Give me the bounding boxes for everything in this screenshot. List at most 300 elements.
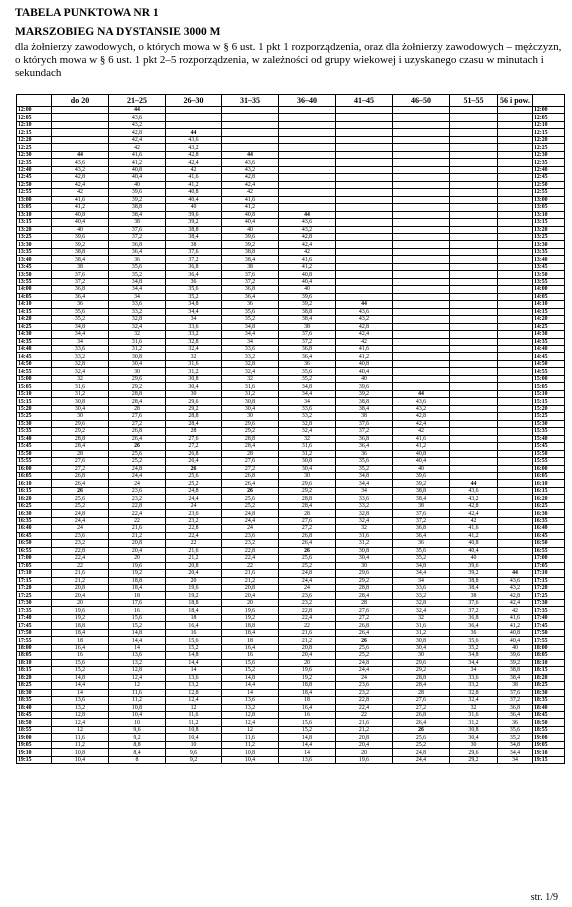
points-cell: 43,2 xyxy=(109,121,166,128)
points-cell xyxy=(279,189,336,196)
points-cell: 20,8 xyxy=(109,540,166,547)
points-cell xyxy=(450,196,498,203)
points-cell xyxy=(393,181,450,188)
points-cell: 20,4 xyxy=(336,741,393,748)
points-cell: 28,4 xyxy=(109,398,166,405)
points-cell xyxy=(393,375,450,382)
points-cell: 38,8 xyxy=(279,308,336,315)
points-cell: 20,8 xyxy=(279,644,336,651)
points-cell xyxy=(393,331,450,338)
points-cell: 32,8 xyxy=(166,338,222,345)
time-cell: 13:00 xyxy=(533,196,565,203)
points-cell xyxy=(498,562,533,569)
points-cell: 32 xyxy=(450,704,498,711)
points-cell xyxy=(336,256,393,263)
points-cell xyxy=(450,204,498,211)
points-cell: 37,2 xyxy=(498,697,533,704)
table-row xyxy=(17,555,565,562)
points-cell: 13,2 xyxy=(109,659,166,666)
points-cell xyxy=(498,555,533,562)
points-cell xyxy=(393,368,450,375)
table-row xyxy=(17,323,565,330)
points-cell: 13,6 xyxy=(222,697,279,704)
points-cell: 41,2 xyxy=(52,204,109,211)
points-cell: 42 xyxy=(52,189,109,196)
points-cell: 32,4 xyxy=(450,697,498,704)
points-cell: 42,8 xyxy=(336,323,393,330)
points-cell: 43,2 xyxy=(336,316,393,323)
points-cell xyxy=(498,144,533,151)
time-cell: 15:30 xyxy=(533,420,565,427)
time-cell: 16:20 xyxy=(17,495,52,502)
points-cell: 22 xyxy=(166,540,222,547)
points-cell: 25,2 xyxy=(109,458,166,465)
points-cell: 38,4 xyxy=(109,211,166,218)
points-cell: 20 xyxy=(336,749,393,756)
time-cell: 14:20 xyxy=(533,316,565,323)
points-cell: 41,2 xyxy=(450,532,498,539)
points-cell: 14 xyxy=(166,667,222,674)
points-cell xyxy=(336,263,393,270)
points-cell xyxy=(498,465,533,472)
time-cell: 12:15 xyxy=(533,129,565,136)
time-cell: 14:45 xyxy=(17,353,52,360)
points-cell: 41,2 xyxy=(109,159,166,166)
points-cell: 22,4 xyxy=(336,704,393,711)
time-cell: 12:25 xyxy=(533,144,565,151)
points-cell: 30 xyxy=(166,390,222,397)
points-cell: 29,6 xyxy=(222,420,279,427)
points-cell: 23,6 xyxy=(222,532,279,539)
points-cell: 25,2 xyxy=(393,741,450,748)
points-cell: 31,2 xyxy=(166,368,222,375)
points-cell xyxy=(450,383,498,390)
table-row xyxy=(17,301,565,308)
points-cell xyxy=(450,166,498,173)
time-cell: 17:45 xyxy=(533,622,565,629)
table-row xyxy=(17,308,565,315)
points-cell: 27,6 xyxy=(336,607,393,614)
points-cell: 10,8 xyxy=(166,726,222,733)
points-cell xyxy=(166,121,222,128)
points-cell: 26 xyxy=(52,487,109,494)
points-cell xyxy=(498,331,533,338)
points-cell xyxy=(498,458,533,465)
table-row xyxy=(17,136,565,143)
time-cell: 12:40 xyxy=(17,166,52,173)
time-cell: 19:05 xyxy=(17,741,52,748)
points-cell: 28,4 xyxy=(393,682,450,689)
points-cell: 22,4 xyxy=(222,555,279,562)
time-cell: 17:10 xyxy=(533,570,565,577)
points-cell: 38 xyxy=(109,219,166,226)
points-cell: 30 xyxy=(450,741,498,748)
time-cell: 12:45 xyxy=(17,174,52,181)
points-cell xyxy=(498,196,533,203)
points-cell: 34,8 xyxy=(393,562,450,569)
time-cell: 13:05 xyxy=(17,204,52,211)
points-cell: 16 xyxy=(222,652,279,659)
time-cell: 15:55 xyxy=(17,458,52,465)
points-cell xyxy=(393,278,450,285)
points-cell: 24 xyxy=(222,525,279,532)
points-cell: 41,2 xyxy=(393,443,450,450)
points-cell: 30 xyxy=(279,472,336,479)
points-cell xyxy=(279,114,336,121)
points-cell: 29,2 xyxy=(222,428,279,435)
table-row xyxy=(17,286,565,293)
time-cell: 18:00 xyxy=(533,644,565,651)
time-cell: 16:55 xyxy=(17,547,52,554)
points-cell: 22,8 xyxy=(52,547,109,554)
time-cell: 17:05 xyxy=(533,562,565,569)
points-cell: 31,6 xyxy=(109,338,166,345)
points-cell: 21,6 xyxy=(52,570,109,577)
time-cell: 16:10 xyxy=(17,480,52,487)
table-row xyxy=(17,697,565,704)
points-cell: 22,8 xyxy=(166,525,222,532)
points-cell: 20,4 xyxy=(166,570,222,577)
points-cell: 24 xyxy=(166,502,222,509)
points-cell: 9,2 xyxy=(109,734,166,741)
points-cell: 29,2 xyxy=(393,667,450,674)
points-cell: 38,4 xyxy=(222,256,279,263)
points-cell: 18,4 xyxy=(222,629,279,636)
time-cell: 14:50 xyxy=(533,360,565,367)
table-row xyxy=(17,189,565,196)
points-cell: 42,8 xyxy=(166,151,222,158)
points-cell xyxy=(450,219,498,226)
table-row xyxy=(17,450,565,457)
points-cell: 42,4 xyxy=(166,159,222,166)
points-cell: 42 xyxy=(393,428,450,435)
points-cell xyxy=(498,174,533,181)
table-row xyxy=(17,547,565,554)
points-cell xyxy=(450,181,498,188)
points-cell xyxy=(393,293,450,300)
table-row xyxy=(17,607,565,614)
time-cell: 16:50 xyxy=(17,540,52,547)
time-cell: 18:15 xyxy=(17,667,52,674)
points-cell xyxy=(393,233,450,240)
table-row xyxy=(17,540,565,547)
points-cell: 20,8 xyxy=(222,585,279,592)
table-row xyxy=(17,741,565,748)
points-cell xyxy=(498,390,533,397)
points-cell xyxy=(450,159,498,166)
points-cell: 24,4 xyxy=(336,667,393,674)
table-row xyxy=(17,219,565,226)
time-cell: 16:55 xyxy=(533,547,565,554)
time-cell: 13:35 xyxy=(533,248,565,255)
points-cell: 11,2 xyxy=(166,719,222,726)
points-cell: 10,4 xyxy=(52,756,109,763)
points-cell: 42,8 xyxy=(498,592,533,599)
points-cell: 22,4 xyxy=(166,532,222,539)
points-cell: 38,8 xyxy=(498,667,533,674)
points-cell: 11,6 xyxy=(166,711,222,718)
points-cell: 24,8 xyxy=(109,465,166,472)
points-cell xyxy=(450,405,498,412)
points-cell: 42,8 xyxy=(279,233,336,240)
points-cell xyxy=(393,144,450,151)
column-header: 46–50 xyxy=(393,95,450,107)
points-cell: 32,4 xyxy=(336,517,393,524)
points-cell: 42,8 xyxy=(222,174,279,181)
points-cell: 39,2 xyxy=(222,241,279,248)
points-cell: 28 xyxy=(166,428,222,435)
points-cell: 35,2 xyxy=(393,555,450,562)
points-cell: 34 xyxy=(393,577,450,584)
table-row xyxy=(17,711,565,718)
table-row xyxy=(17,614,565,621)
points-cell: 26,8 xyxy=(393,711,450,718)
points-cell: 38,8 xyxy=(450,577,498,584)
points-cell: 33,6 xyxy=(52,346,109,353)
table-row xyxy=(17,114,565,121)
time-cell: 17:10 xyxy=(17,570,52,577)
points-cell: 41,6 xyxy=(52,196,109,203)
points-cell: 42 xyxy=(279,248,336,255)
points-cell: 40,4 xyxy=(222,219,279,226)
points-cell xyxy=(450,360,498,367)
points-cell: 36 xyxy=(279,360,336,367)
points-cell: 18 xyxy=(279,697,336,704)
table-row xyxy=(17,435,565,442)
points-cell: 39,2 xyxy=(498,659,533,666)
points-cell xyxy=(52,121,109,128)
points-cell xyxy=(393,189,450,196)
points-cell xyxy=(393,114,450,121)
points-cell: 39,2 xyxy=(166,219,222,226)
points-cell: 42,4 xyxy=(498,599,533,606)
time-cell: 15:15 xyxy=(17,398,52,405)
points-cell xyxy=(336,211,393,218)
points-cell: 26,8 xyxy=(336,622,393,629)
points-cell: 26,8 xyxy=(109,428,166,435)
points-cell: 21,2 xyxy=(336,726,393,733)
points-cell xyxy=(393,256,450,263)
points-cell xyxy=(279,121,336,128)
points-cell xyxy=(336,151,393,158)
points-cell xyxy=(450,286,498,293)
points-cell: 19,6 xyxy=(222,607,279,614)
points-cell xyxy=(393,196,450,203)
time-cell: 15:05 xyxy=(533,383,565,390)
points-cell xyxy=(393,308,450,315)
points-cell: 11,2 xyxy=(52,741,109,748)
points-cell: 43,6 xyxy=(393,398,450,405)
points-cell xyxy=(222,114,279,121)
column-header xyxy=(533,95,565,107)
points-cell xyxy=(393,346,450,353)
points-cell: 33,2 xyxy=(109,308,166,315)
points-cell: 17,6 xyxy=(109,599,166,606)
points-cell: 33,2 xyxy=(279,413,336,420)
table-row xyxy=(17,502,565,509)
points-cell xyxy=(393,353,450,360)
points-cell: 41,6 xyxy=(222,196,279,203)
points-cell: 12,4 xyxy=(222,719,279,726)
points-cell: 28,4 xyxy=(336,592,393,599)
time-cell: 15:55 xyxy=(533,458,565,465)
points-cell xyxy=(279,159,336,166)
column-header: 36–40 xyxy=(279,95,336,107)
points-cell: 12 xyxy=(166,704,222,711)
time-cell: 17:30 xyxy=(17,599,52,606)
points-cell xyxy=(450,308,498,315)
points-cell: 39,6 xyxy=(166,211,222,218)
points-cell: 21,2 xyxy=(109,532,166,539)
points-cell xyxy=(450,346,498,353)
time-cell: 17:45 xyxy=(17,622,52,629)
table-row xyxy=(17,166,565,173)
points-cell xyxy=(498,346,533,353)
points-cell xyxy=(450,256,498,263)
points-cell: 27,2 xyxy=(279,525,336,532)
time-cell: 17:00 xyxy=(533,555,565,562)
time-cell: 15:00 xyxy=(17,375,52,382)
table-row xyxy=(17,398,565,405)
points-cell: 31,6 xyxy=(279,443,336,450)
points-cell xyxy=(450,413,498,420)
points-cell: 34 xyxy=(109,293,166,300)
points-cell xyxy=(393,263,450,270)
time-cell: 12:25 xyxy=(17,144,52,151)
points-cell: 38,8 xyxy=(109,204,166,211)
points-cell: 19,2 xyxy=(109,570,166,577)
points-cell: 33,2 xyxy=(450,682,498,689)
points-cell: 24 xyxy=(336,674,393,681)
points-cell: 30 xyxy=(393,652,450,659)
table-row xyxy=(17,532,565,539)
points-cell: 34,4 xyxy=(166,308,222,315)
points-cell: 10,8 xyxy=(222,749,279,756)
points-cell: 35,6 xyxy=(393,547,450,554)
table-row xyxy=(17,704,565,711)
points-cell: 32,4 xyxy=(109,323,166,330)
points-cell: 44 xyxy=(498,570,533,577)
points-cell: 14,4 xyxy=(279,741,336,748)
points-cell xyxy=(279,107,336,114)
points-cell: 18,8 xyxy=(109,577,166,584)
points-cell: 9,6 xyxy=(109,726,166,733)
table-row xyxy=(17,107,565,114)
points-cell xyxy=(393,360,450,367)
points-cell xyxy=(279,181,336,188)
points-cell: 23,6 xyxy=(336,682,393,689)
time-cell: 13:20 xyxy=(17,226,52,233)
points-cell: 14,4 xyxy=(109,637,166,644)
points-cell xyxy=(498,420,533,427)
points-cell: 32,8 xyxy=(450,689,498,696)
points-cell xyxy=(450,129,498,136)
time-cell: 18:40 xyxy=(533,704,565,711)
points-cell: 15,2 xyxy=(109,622,166,629)
points-cell: 25,2 xyxy=(336,652,393,659)
column-header: 21–25 xyxy=(109,95,166,107)
points-cell: 23,6 xyxy=(52,532,109,539)
points-cell: 38,8 xyxy=(393,487,450,494)
points-cell: 26,4 xyxy=(279,540,336,547)
points-cell: 39,2 xyxy=(393,480,450,487)
points-cell xyxy=(498,323,533,330)
points-cell: 38,8 xyxy=(336,398,393,405)
table-row xyxy=(17,144,565,151)
points-cell: 37,6 xyxy=(109,226,166,233)
table-body xyxy=(17,107,565,764)
points-cell: 31,2 xyxy=(52,390,109,397)
points-cell xyxy=(450,338,498,345)
time-cell: 12:55 xyxy=(17,189,52,196)
points-cell: 18,4 xyxy=(279,689,336,696)
points-cell xyxy=(336,204,393,211)
points-cell: 31,2 xyxy=(109,346,166,353)
points-cell: 25,6 xyxy=(279,555,336,562)
time-cell: 13:25 xyxy=(533,233,565,240)
time-cell: 15:40 xyxy=(17,435,52,442)
points-cell: 38,4 xyxy=(498,674,533,681)
points-cell: 28,8 xyxy=(336,585,393,592)
time-cell: 19:00 xyxy=(533,734,565,741)
time-cell: 14:30 xyxy=(17,331,52,338)
points-cell: 40,4 xyxy=(450,547,498,554)
points-cell: 41,6 xyxy=(450,525,498,532)
table-row xyxy=(17,510,565,517)
points-cell: 43,6 xyxy=(498,577,533,584)
points-cell: 40 xyxy=(336,375,393,382)
points-cell: 22,4 xyxy=(109,510,166,517)
points-cell: 12,8 xyxy=(166,689,222,696)
table-row xyxy=(17,338,565,345)
points-cell xyxy=(336,286,393,293)
points-cell: 37,2 xyxy=(109,233,166,240)
points-cell: 32,8 xyxy=(52,360,109,367)
points-cell xyxy=(336,114,393,121)
points-cell: 15,6 xyxy=(52,659,109,666)
time-cell: 14:35 xyxy=(533,338,565,345)
points-cell: 15,6 xyxy=(279,719,336,726)
points-cell: 40,4 xyxy=(109,174,166,181)
points-cell: 28,4 xyxy=(279,502,336,509)
points-cell: 31,6 xyxy=(393,622,450,629)
time-cell: 14:25 xyxy=(17,323,52,330)
time-cell: 17:15 xyxy=(533,577,565,584)
points-cell: 20,4 xyxy=(52,592,109,599)
points-cell xyxy=(498,547,533,554)
table-row xyxy=(17,278,565,285)
points-cell: 39,6 xyxy=(222,233,279,240)
time-cell: 18:55 xyxy=(17,726,52,733)
points-cell: 22,4 xyxy=(279,614,336,621)
column-header: do 20 xyxy=(52,95,109,107)
points-cell: 19,6 xyxy=(109,562,166,569)
points-cell: 14 xyxy=(52,689,109,696)
time-cell: 18:35 xyxy=(17,697,52,704)
time-cell: 12:10 xyxy=(17,121,52,128)
points-cell: 32,8 xyxy=(109,316,166,323)
table-row xyxy=(17,331,565,338)
points-cell xyxy=(279,204,336,211)
table-description: dla żołnierzy zawodowych, o których mowa w § 6 ust. 1 pkt 1 rozporządzenia, oraz dla żołnierzy zawodowych – mężczyzn, o których mowa w § 6 ust. 1 pkt 2–5 rozporządzenia, w zależności od grupy wiekowej i uzyskanego czasu w minutach i sekundach xyxy=(15,41,562,79)
table-subtitle: MARSZOBIEG NA DYSTANSIE 3000 M xyxy=(15,26,221,38)
time-cell: 18:30 xyxy=(17,689,52,696)
points-cell: 39,6 xyxy=(336,383,393,390)
points-cell xyxy=(498,428,533,435)
points-cell: 26,8 xyxy=(279,532,336,539)
points-cell: 16 xyxy=(109,607,166,614)
time-cell: 18:10 xyxy=(533,659,565,666)
